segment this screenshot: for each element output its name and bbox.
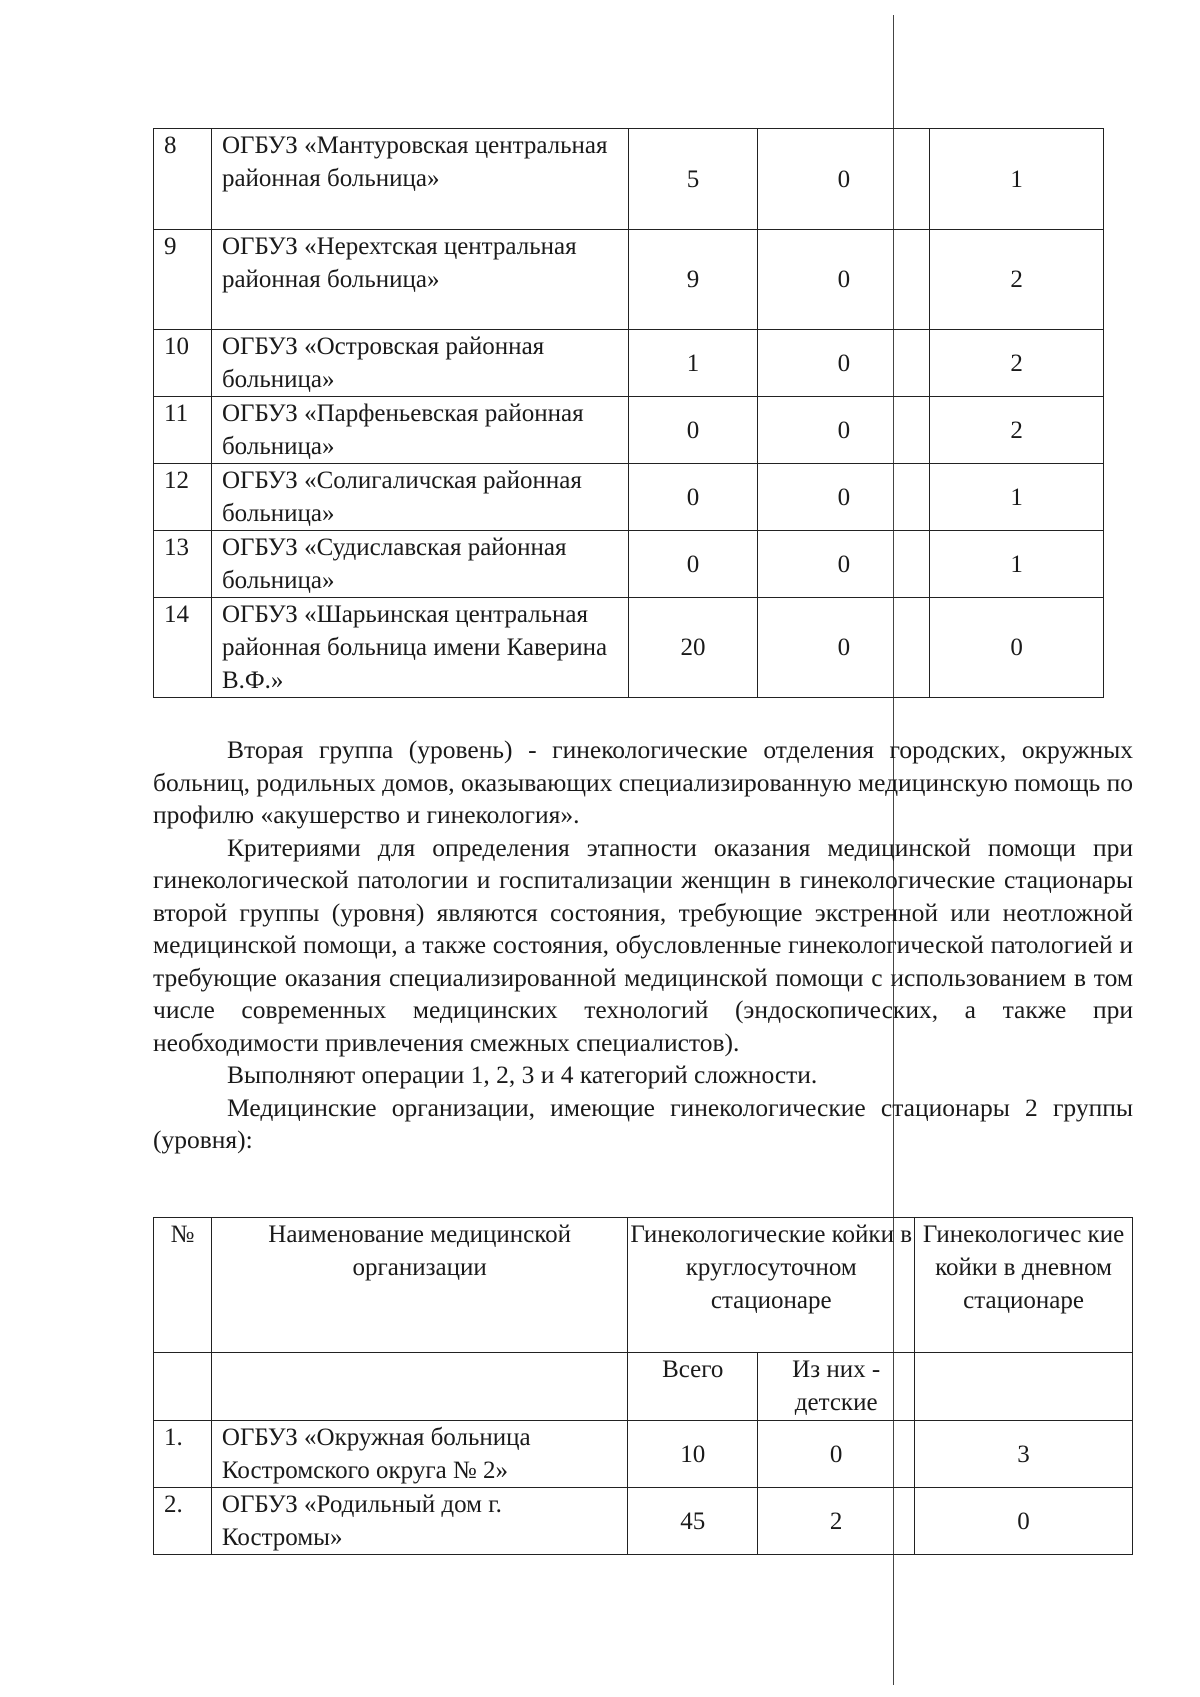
empty-cell: [915, 1353, 1133, 1421]
beds-children: 0: [758, 531, 930, 598]
beds-day: 1: [930, 464, 1104, 531]
organization-name: ОГБУЗ «Родильный дом г. Костромы»: [211, 1488, 627, 1555]
column-header-round-clock-beds: Гинекологические койки в круглосуточном стационаре: [628, 1218, 915, 1353]
paragraph-organizations-intro: Медицинские организации, имеющие гинекологические стационары 2 группы (уровня):: [153, 1092, 1133, 1154]
table-row: [154, 464, 1104, 531]
beds-children: 0: [758, 129, 930, 230]
organization-name: ОГБУЗ «Окружная больница Костромского округа № 2»: [211, 1421, 627, 1488]
row-number: 1.: [154, 1421, 212, 1488]
empty-cell: [154, 1353, 212, 1421]
row-number: 10: [154, 330, 212, 397]
beds-total: 20: [628, 598, 758, 698]
beds-children: 0: [758, 598, 930, 698]
hospital-table-group-1-continued: [153, 128, 1104, 698]
row-number: 2.: [154, 1488, 212, 1555]
row-number: 8: [154, 129, 212, 230]
beds-total: 5: [628, 129, 758, 230]
beds-total: 10: [628, 1421, 758, 1488]
row-number: 14: [154, 598, 212, 698]
empty-cell: [211, 1353, 627, 1421]
beds-children: 0: [758, 464, 930, 531]
beds-children: 0: [758, 1421, 915, 1488]
table-row: [154, 397, 1104, 464]
column-header-total: Всего: [628, 1353, 758, 1421]
beds-day: 1: [930, 129, 1104, 230]
table-row: [154, 230, 1104, 330]
beds-day: 2: [930, 330, 1104, 397]
table-header-row: [154, 1218, 1133, 1353]
paragraph-operations: Выполняют операции 1, 2, 3 и 4 категорий сложности.: [227, 1060, 818, 1089]
beds-total: 45: [628, 1488, 758, 1555]
table-row: [154, 129, 1104, 230]
row-number: 9: [154, 230, 212, 330]
beds-total: 9: [628, 230, 758, 330]
body-text: [153, 734, 1133, 1157]
row-number: 13: [154, 531, 212, 598]
beds-total: 0: [628, 531, 758, 598]
beds-day: 2: [930, 397, 1104, 464]
beds-total: 0: [628, 464, 758, 531]
beds-day: 1: [930, 531, 1104, 598]
column-header-name: Наименование медицинской организации: [211, 1218, 627, 1353]
beds-day: 0: [915, 1488, 1133, 1555]
table-row: [154, 330, 1104, 397]
column-header-number: №: [154, 1218, 212, 1353]
beds-day: 3: [915, 1421, 1133, 1488]
organization-name: ОГБУЗ «Островская районная больница»: [211, 330, 628, 397]
organization-name: ОГБУЗ «Шарьинская центральная районная больница имени Каверина В.Ф.»: [211, 598, 628, 698]
organization-name: ОГБУЗ «Парфеньевская районная больница»: [211, 397, 628, 464]
beds-children: 0: [758, 330, 930, 397]
beds-day: 0: [930, 598, 1104, 698]
beds-children: 0: [758, 230, 930, 330]
column-header-day-beds: Гинекологичес кие койки в дневном стационаре: [915, 1218, 1133, 1353]
beds-total: 1: [628, 330, 758, 397]
organization-name: ОГБУЗ «Судиславская районная больница»: [211, 531, 628, 598]
beds-total: 0: [628, 397, 758, 464]
hospital-table-group-2: [153, 1217, 1133, 1555]
row-number: 12: [154, 464, 212, 531]
paragraph-criteria: Критериями для определения этапности оказания медицинской помощи при гинекологической патологии и госпитализации женщин в гинекологические стационары второй группы (уровня) являются состояния, требующие экстренной или неотложной медицинской помощи, а также состояния, обусловленные гинекологической патологией и требующие оказания специализированной медицинской помощи с использованием в том числе современных медицинских технологий (эндоскопических, а также при необходимости привлечения смежных специалистов).: [153, 832, 1133, 1057]
paragraph-second-group: Вторая группа (уровень) - гинекологические отделения городских, окружных больниц, родильных домов, оказывающих специализированную медицинскую помощь по профилю «акушерство и гинекология».: [153, 735, 1133, 829]
table-row: [154, 598, 1104, 698]
organization-name: ОГБУЗ «Мантуровская центральная районная больница»: [211, 129, 628, 230]
beds-children: 2: [758, 1488, 915, 1555]
organization-name: ОГБУЗ «Солигаличская районная больница»: [211, 464, 628, 531]
organization-name: ОГБУЗ «Нерехтская центральная районная больница»: [211, 230, 628, 330]
table-row: [154, 1421, 1133, 1488]
beds-children: 0: [758, 397, 930, 464]
table-subheader-row: [154, 1353, 1133, 1421]
beds-day: 2: [930, 230, 1104, 330]
row-number: 11: [154, 397, 212, 464]
column-header-children: Из них - детские: [758, 1353, 915, 1421]
table-row: [154, 1488, 1133, 1555]
table-row: [154, 531, 1104, 598]
